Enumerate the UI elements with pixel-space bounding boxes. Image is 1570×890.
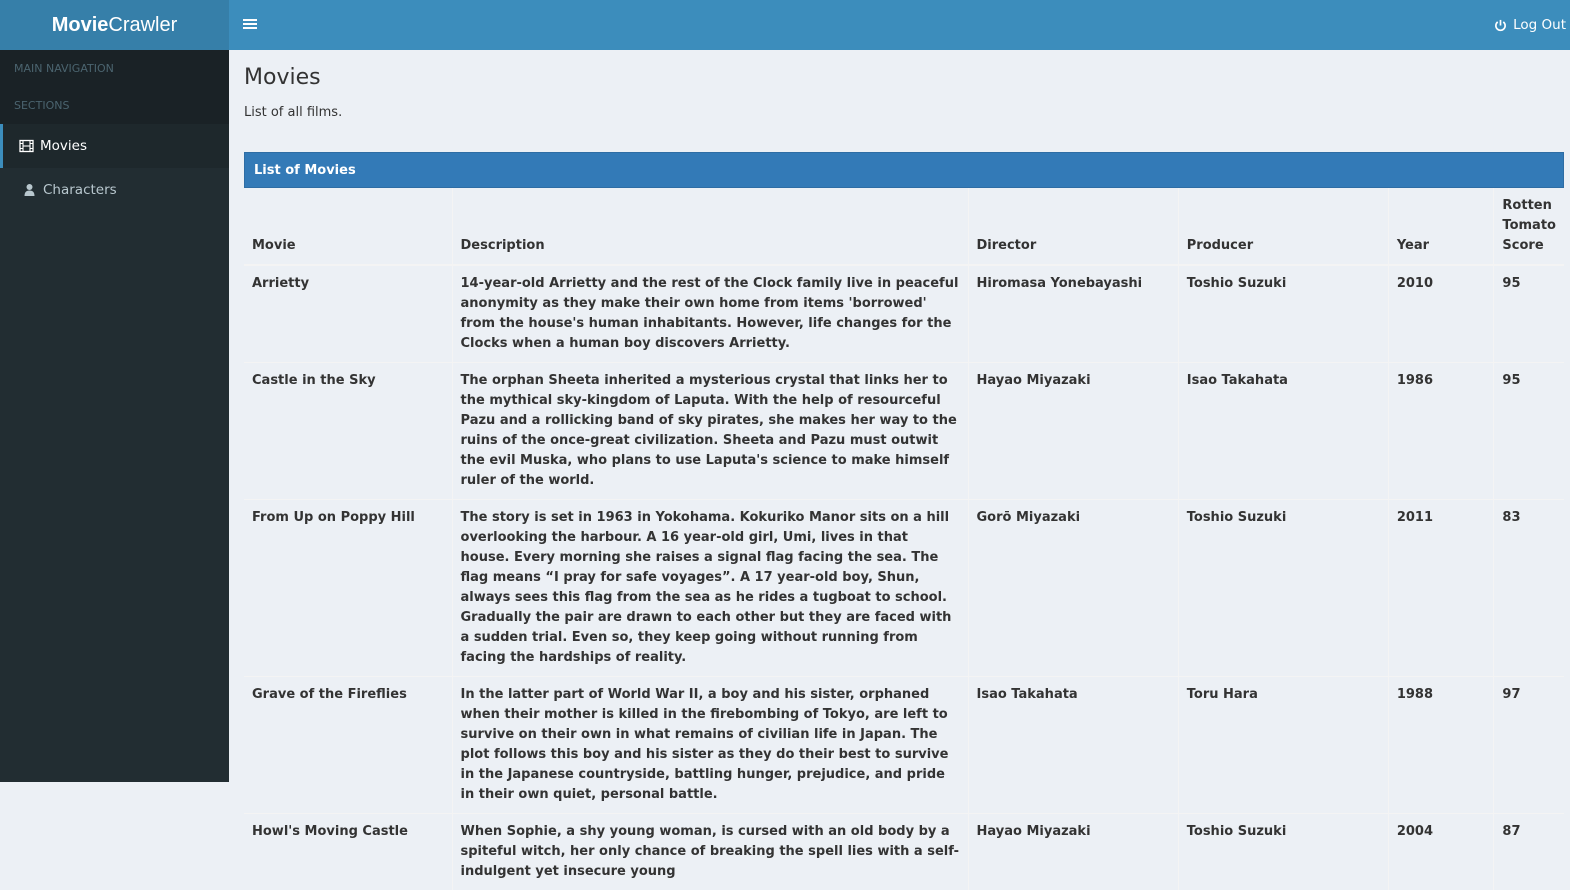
cell-movie: Arrietty [244, 265, 452, 363]
cell-producer: Toshio Suzuki [1178, 500, 1388, 677]
table-row [244, 265, 1564, 363]
movies-table [244, 188, 1564, 890]
cell-description: The story is set in 1963 in Yokohama. Kokuriko Manor sits on a hill overlooking the harbour. A 16 year-old girl, Umi, lives in that house. Every morning she raises a signal flag facing the sea. The flag means “I pray for safe voyages”. A 17 year-old boy, Shun, always sees this flag from the sea as he rides a tugboat to school. Gradually the pair are drawn to each other but they are faced with a sudden trial. Even so, they keep going without running from facing the hardships of reality. [452, 500, 968, 677]
cell-producer: Isao Takahata [1178, 363, 1388, 500]
table-row [244, 677, 1564, 814]
logout-label: Log Out [1513, 17, 1566, 33]
sidebar-item-label: Movies [40, 138, 87, 154]
logout-button[interactable] [1494, 0, 1566, 50]
cell-year: 2011 [1388, 500, 1494, 677]
table-header-row [244, 188, 1564, 265]
cell-movie: Grave of the Fireflies [244, 677, 452, 814]
cell-producer: Toshio Suzuki [1178, 814, 1388, 890]
sidebar-header-main-navigation: MAIN NAVIGATION [0, 50, 229, 87]
table-row [244, 363, 1564, 500]
cell-director: Hiromasa Yonebayashi [968, 265, 1178, 363]
sidebar-item-characters[interactable] [0, 168, 229, 212]
film-icon [19, 139, 34, 153]
cell-score: 97 [1494, 677, 1564, 814]
power-icon [1494, 19, 1507, 32]
table-row [244, 814, 1564, 890]
box-title: List of Movies [244, 152, 1564, 188]
logo-rest: Crawler [108, 14, 177, 37]
menu-toggle-icon[interactable] [243, 16, 257, 34]
table-row [244, 500, 1564, 677]
column-header-description[interactable]: Description [452, 188, 968, 265]
cell-score: 83 [1494, 500, 1564, 677]
cell-description: In the latter part of World War II, a boy and his sister, orphaned when their mother is killed in the firebombing of Tokyo, are left to survive on their own in what remains of civilian life in Japan. The plot follows this boy and his sister as they do their best to survive in the Japanese countryside, battling hunger, prejudice, and pride in their own quiet, personal battle. [452, 677, 968, 814]
page-title: Movies [244, 65, 1564, 91]
cell-year: 1988 [1388, 677, 1494, 814]
cell-year: 2004 [1388, 814, 1494, 890]
app-logo[interactable] [0, 0, 229, 50]
column-header-score[interactable]: Rotten Tomato Score [1494, 188, 1564, 265]
cell-director: Hayao Miyazaki [968, 814, 1178, 890]
main-content [229, 50, 1570, 782]
cell-producer: Toru Hara [1178, 677, 1388, 814]
sidebar-header-sections: SECTIONS [0, 87, 229, 124]
cell-year: 2010 [1388, 265, 1494, 363]
cell-producer: Toshio Suzuki [1178, 265, 1388, 363]
cell-description: The orphan Sheeta inherited a mysterious crystal that links her to the mythical sky-kingdom of Laputa. With the help of resourceful Pazu and a rollicking band of sky pirates, she makes her way to the ruins of the once-great civilization. Sheeta and Pazu must outwit the evil Muska, who plans to use Laputa's science to make himself ruler of the world. [452, 363, 968, 500]
top-navbar [229, 0, 1570, 50]
cell-movie: Castle in the Sky [244, 363, 452, 500]
cell-director: Hayao Miyazaki [968, 363, 1178, 500]
page-description: List of all films. [244, 105, 1564, 120]
sidebar [0, 50, 229, 782]
cell-director: Isao Takahata [968, 677, 1178, 814]
cell-director: Gorō Miyazaki [968, 500, 1178, 677]
sidebar-item-movies[interactable] [0, 124, 229, 168]
column-header-director[interactable]: Director [968, 188, 1178, 265]
movies-box [244, 152, 1564, 890]
cell-score: 95 [1494, 363, 1564, 500]
cell-score: 95 [1494, 265, 1564, 363]
cell-movie: From Up on Poppy Hill [244, 500, 452, 677]
column-header-producer[interactable]: Producer [1178, 188, 1388, 265]
sidebar-item-label: Characters [43, 182, 117, 198]
cell-year: 1986 [1388, 363, 1494, 500]
column-header-year[interactable]: Year [1388, 188, 1494, 265]
column-header-movie[interactable]: Movie [244, 188, 452, 265]
cell-movie: Howl's Moving Castle [244, 814, 452, 890]
user-icon [22, 183, 37, 197]
cell-score: 87 [1494, 814, 1564, 890]
logo-bold: Movie [52, 14, 109, 37]
cell-description: When Sophie, a shy young woman, is cursed with an old body by a spiteful witch, her only chance of breaking the spell lies with a self-indulgent yet insecure young [452, 814, 968, 890]
cell-description: 14-year-old Arrietty and the rest of the Clock family live in peaceful anonymity as they make their own home from items 'borrowed' from the house's human inhabitants. However, life changes for the Clocks when a human boy discovers Arrietty. [452, 265, 968, 363]
